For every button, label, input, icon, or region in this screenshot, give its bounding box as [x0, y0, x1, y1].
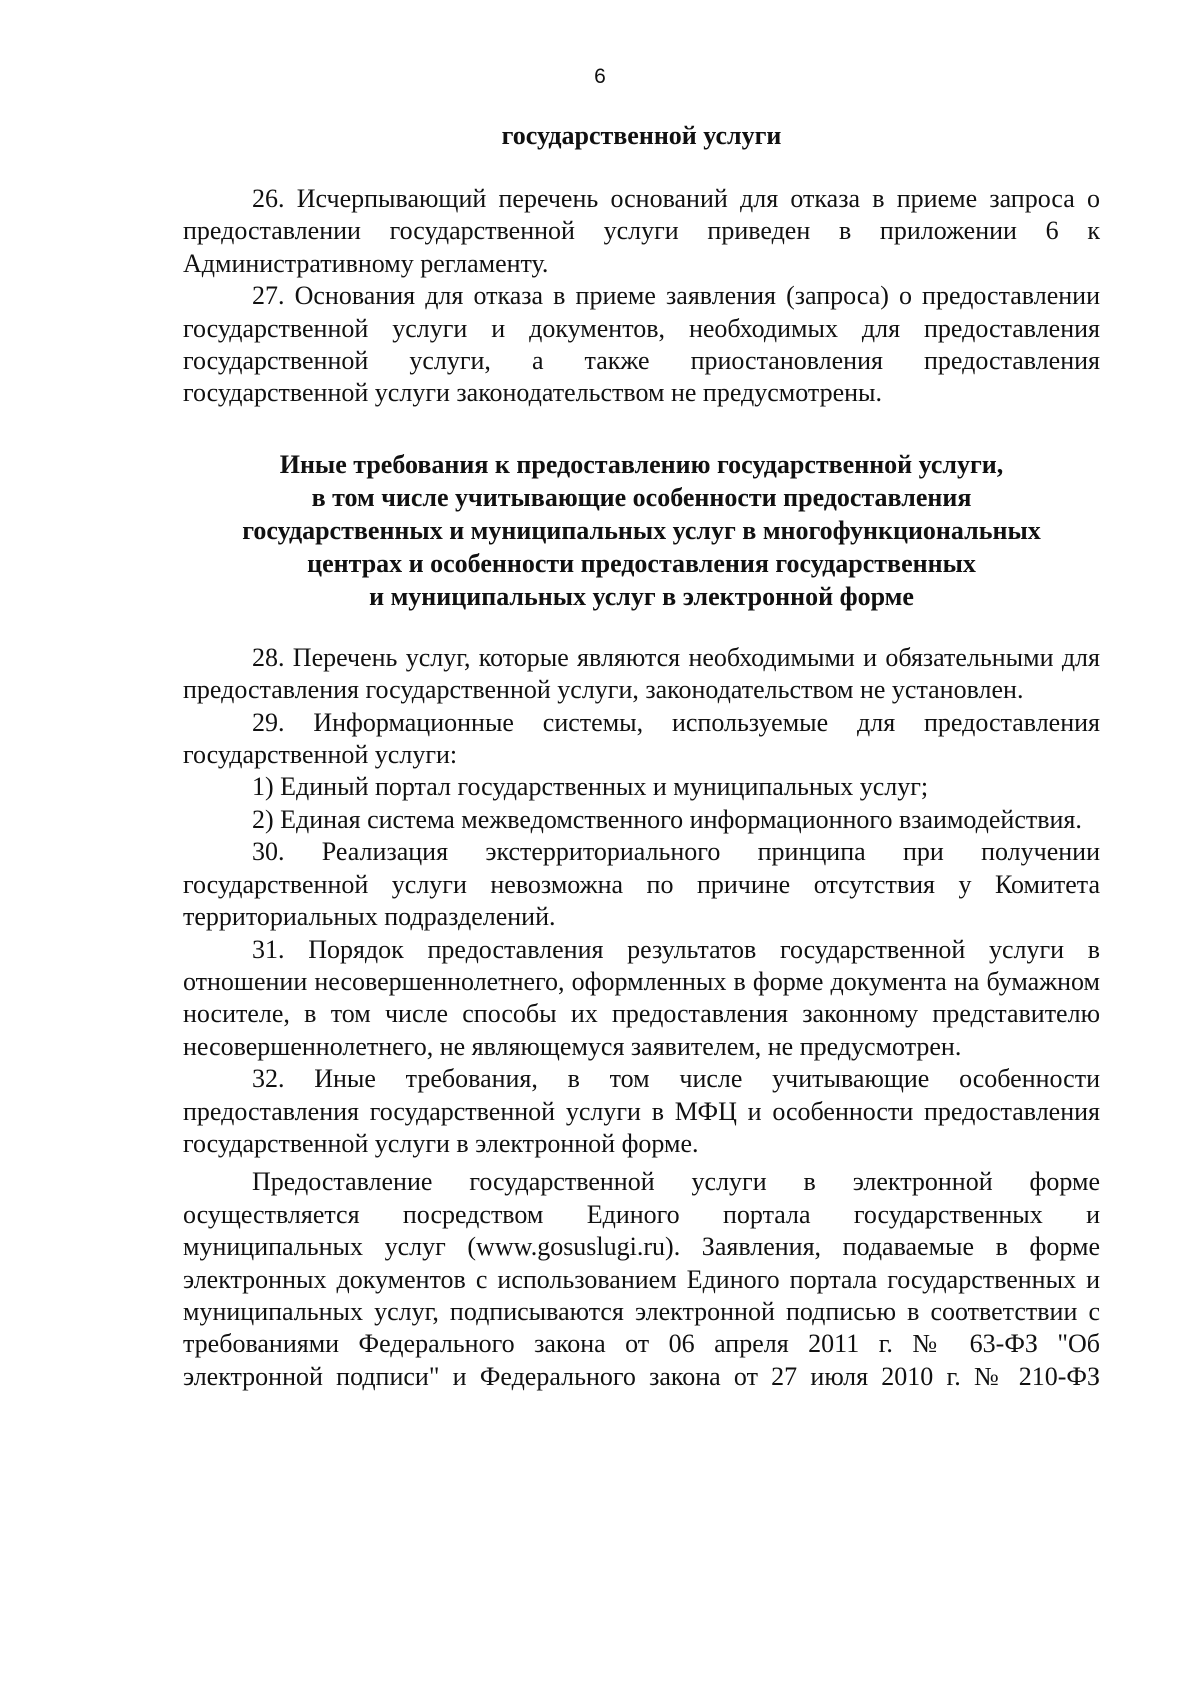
section-heading-continuation: государственной услуги [501, 121, 782, 150]
section-heading-line: и муниципальных услуг в электронной форме [369, 581, 914, 611]
section-heading-line: Иные требования к предоставлению государственной услуги, [279, 449, 1004, 479]
paragraph-27: 27. Основания для отказа в приеме заявления (запроса) о предоставлении государственной услуги и документов, необходимых для предоставления государственной услуги, а также приостановления предоставления государственной услуги законодательством не предусмотрены. [183, 281, 1100, 408]
page-number: 6 [594, 65, 606, 88]
paragraph-electronic-form: Предоставление государственной услуги в электронной форме осуществляется посредством Единого портала государственных и муниципальных услуг (www.gosuslugi.ru). Заявления, подаваемые в форме электронных документов с использованием Единого портала государственных и муниципальных услуг, подписываются электронной подписью в соответствии с требованиями Федерального закона от 06 апреля 2011 г. № 63-ФЗ "Об электронной подписи" и Федерального закона от 27 июля 2010 г. № 210-ФЗ [183, 1167, 1100, 1391]
paragraph-26: 26. Исчерпывающий перечень оснований для отказа в приеме запроса о предоставлении государственной услуги приведен в приложении 6 к Административному регламенту. [183, 184, 1100, 278]
paragraph-28: 28. Перечень услуг, которые являются необходимыми и обязательными для предоставления государственной услуги, законодательством не установлен. [183, 642, 1100, 705]
paragraph-29-item-2: 2) Единая система межведомственного информационного взаимодействия. [252, 804, 1082, 834]
document-body [183, 119, 1100, 1393]
paragraph-31: 31. Порядок предоставления результатов государственной услуги в отношении несовершеннолетнего, оформленных в форме документа на бумажном носителе, в том числе способы их предоставления законному представителю несовершеннолетнего, не являющемуся заявителем, не предусмотрен. [183, 934, 1100, 1061]
paragraph-32: 32. Иные требования, в том числе учитывающие особенности предоставления государственной услуги в МФЦ и особенности предоставления государственной услуги в электронной форме. [183, 1064, 1100, 1158]
section-heading-line: в том числе учитывающие особенности предоставления [311, 482, 972, 512]
paragraph-29-item-1: 1) Единый портал государственных и муниципальных услуг; [252, 772, 929, 802]
section-heading [183, 448, 1100, 613]
paragraph-29: 29. Информационные системы, используемые для предоставления государственной услуги: [183, 707, 1100, 770]
section-heading-line: государственных и муниципальных услуг в многофункциональных [242, 515, 1041, 545]
paragraph-30: 30. Реализация экстерриториального принципа при получении государственной услуги невозможна по причине отсутствия у Комитета территориальных подразделений. [183, 837, 1100, 932]
section-heading-line: центрах и особенности предоставления государственных [307, 548, 976, 578]
